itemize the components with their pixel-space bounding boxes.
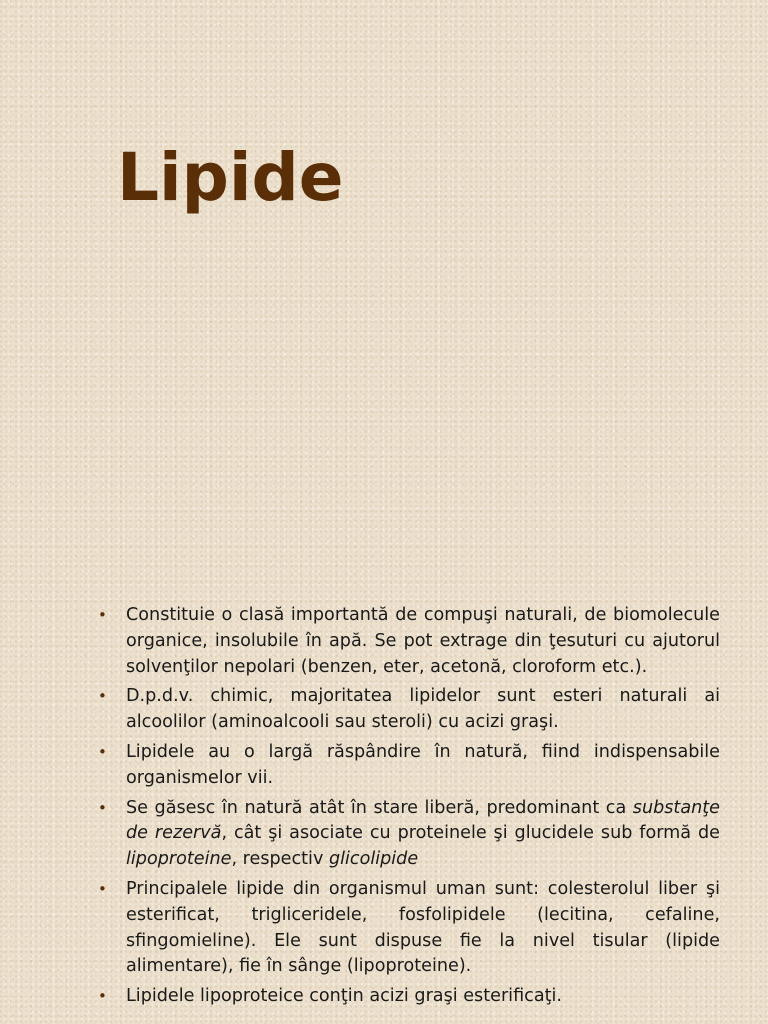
bullet-text-run: Constituie o clasă importantă de compuşi naturali, de biomolecule organice, insolubile în apă. Se pot extrage din ţesuturi cu ajutorul solvenţilor nepolari (benzen, eter, acetonă, cloroform etc.). (126, 605, 720, 677)
bullet-text-run: D.p.d.v. chimic, majoritatea lipidelor sunt esteri naturali ai alcoolilor (aminoalcooli sau steroli) cu acizi graşi. (126, 686, 720, 733)
bullet-text-run: , cât şi asociate cu proteinele şi glucidele sub formă de (221, 823, 720, 844)
bullet-dot-icon: • (98, 606, 107, 624)
bullet-text-run: , respectiv (231, 849, 329, 870)
bullet-text (126, 986, 562, 1006)
bullet-text-run: Lipidele au o largă răspândire în natură, fiind indispensabile organismelor vii. (126, 741, 720, 788)
bullet-item (0, 603, 720, 680)
bullet-dot-icon: • (98, 798, 107, 817)
slide-title: Lipide (117, 139, 344, 216)
bullet-dot-icon: • (98, 742, 107, 761)
bullet-text-run: Lipidele lipoproteice conţin acizi graşi esterificaţi. (126, 986, 562, 1007)
bullet-item (0, 796, 720, 873)
bullet-text-run: Se găsesc în natură atât în stare liberă, predominant ca (126, 797, 633, 818)
bullet-text (126, 798, 720, 870)
bullet-dot-icon: • (98, 879, 107, 898)
bullet-text-italic: glicolipide (328, 849, 419, 870)
bullet-dot-icon: • (98, 987, 107, 1006)
bullet-text (126, 605, 720, 677)
bullet-list (0, 603, 768, 1014)
bullet-text-italic: lipoproteine (126, 849, 232, 870)
bullet-text (126, 742, 720, 788)
bullet-item (0, 984, 720, 1010)
bullet-item (0, 684, 720, 736)
bullet-text-italic: substanţe de rezervă (126, 797, 720, 844)
bullet-item (0, 740, 720, 792)
bullet-dot-icon: • (98, 687, 107, 706)
bullet-item (0, 877, 720, 980)
bullet-text (126, 879, 720, 976)
bullet-text-run: Principalele lipide din organismul uman sunt: colesterolul liber şi esterificat, trigliceridele, fosfolipidele (lecitina, cefaline, sfingomieline). Ele sunt dispuse fie la nivel tisular (lipide alimentare), fie în sânge (lipoproteine). (126, 878, 720, 977)
bullet-text (126, 686, 720, 732)
